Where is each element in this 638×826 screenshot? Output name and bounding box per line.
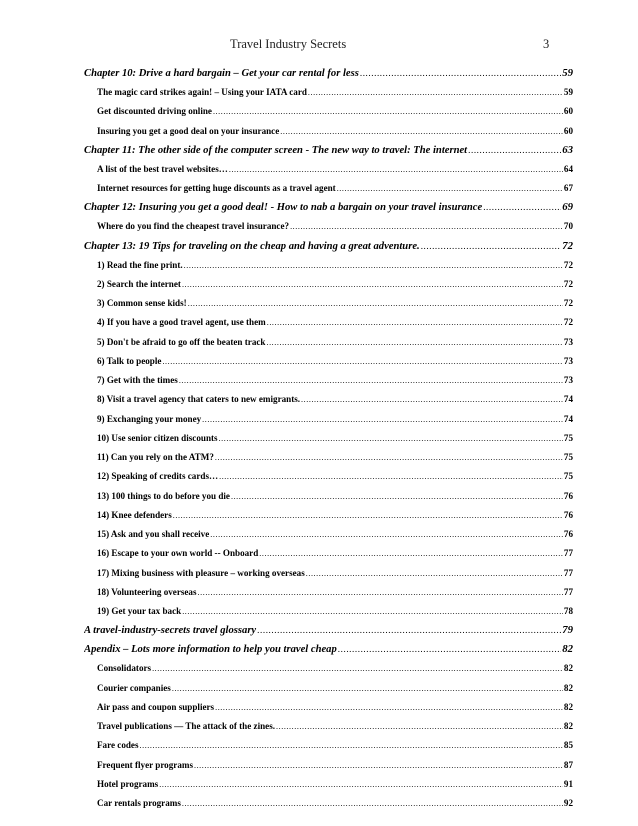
toc-entry-label: 14) Knee defenders [97,509,172,520]
toc-entry-page: 72 [563,259,573,270]
toc-entry-page: 87 [563,759,573,770]
toc-leader-dots [229,160,563,179]
toc-entry-label: Apendix – Lots more information to help you travel cheap [84,644,337,656]
toc-entry-label: Chapter 12: Insuring you get a good deal! - How to nab a bargain on your travel insurance [84,202,483,214]
toc-leader-dots [301,390,563,409]
toc-leader-dots [290,217,563,236]
toc-section-entry[interactable] [84,487,573,506]
toc-entry-page: 60 [563,125,573,136]
header-title: Travel Industry Secrets [230,37,347,51]
toc-entry-page: 72 [563,278,573,289]
toc-entry-label: 8) Visit a travel agency that caters to new emigrants. [97,394,301,405]
toc-entry-page: 59 [562,67,573,79]
toc-entry-page: 85 [563,740,573,751]
toc-entry-label: Chapter 10: Drive a hard bargain – Get your car rental for less [84,68,359,79]
toc-entry-label: Frequent flyer programs [97,759,193,770]
toc-entry-label: 13) 100 things to do before you die [97,490,230,501]
toc-section-entry[interactable] [84,583,573,602]
toc-leader-dots [202,410,563,429]
toc-chapter-entry[interactable] [84,640,573,659]
toc-section-entry[interactable] [84,564,573,583]
toc-entry-page: 92 [563,798,573,808]
toc-leader-dots [338,640,561,659]
toc-entry-page: 78 [563,606,573,616]
toc-entry-label: Chapter 11: The other side of the computer screen - The new way to travel: The internet [84,144,468,156]
toc-leader-dots [172,679,563,698]
header-page-number: 3 [543,37,550,51]
toc-leader-dots [215,698,563,717]
toc-leader-dots [421,237,562,256]
toc-section-entry[interactable] [84,525,573,544]
toc-entry-label: 7) Get with the times [97,375,178,385]
toc-chapter-entry[interactable] [84,64,573,83]
toc-section-entry[interactable] [84,506,573,525]
toc-section-entry[interactable] [84,756,573,775]
toc-leader-dots [198,583,563,602]
toc-entry-page: 59 [563,87,573,97]
toc-leader-dots [257,621,561,640]
toc-entry-label: Car rentals programs [97,798,181,808]
toc-entry-label: 3) Common sense kids! [97,298,187,308]
toc-leader-dots [337,179,563,198]
toc-entry-label: 17) Mixing business with pleasure – working overseas [97,567,305,578]
toc-leader-dots [188,294,563,313]
toc-leader-dots [280,122,563,141]
page-header [0,37,638,53]
toc-chapter-entry[interactable] [84,237,573,256]
toc-leader-dots [360,64,561,83]
toc-leader-dots [194,756,563,775]
toc-leader-dots [266,333,562,352]
toc-leader-dots [210,525,563,544]
toc-entry-label: 15) Ask and you shall receive [97,529,210,539]
toc-section-entry[interactable] [84,179,573,198]
toc-section-entry[interactable] [84,448,573,467]
toc-leader-dots [159,775,563,794]
toc-entry-label: 1) Read the fine print. [97,259,183,270]
toc-entry-label: Internet resources for getting huge discounts as a travel agent [97,183,336,193]
toc-leader-dots [140,736,563,755]
toc-entry-page: 91 [563,778,573,789]
toc-leader-dots [267,313,563,332]
toc-section-entry[interactable] [84,217,573,236]
toc-entry-page: 73 [563,375,573,385]
toc-leader-dots [213,102,563,121]
toc-leader-dots [182,794,563,813]
toc-entry-label: 6) Talk to people [97,355,162,366]
toc-leader-dots [308,83,563,102]
toc-entry-label: The magic card strikes again! – Using your IATA card [97,87,307,97]
toc-leader-dots [231,487,563,506]
toc-entry-page: 76 [563,529,573,539]
toc-entry-label: 4) If you have a good travel agent, use them [97,317,266,328]
toc-entry-page: 77 [563,567,573,578]
toc-entry-page: 77 [563,548,573,559]
toc-entry-page: 73 [563,355,573,366]
toc-chapter-entry[interactable] [84,141,573,160]
toc-leader-dots [276,717,563,736]
toc-entry-page: 74 [563,394,573,405]
toc-section-entry[interactable] [84,544,573,563]
toc-section-entry[interactable] [84,102,573,121]
toc-leader-dots [182,602,563,621]
toc-section-entry[interactable] [84,333,573,352]
toc-entry-label: Fare codes [97,740,139,751]
toc-section-entry[interactable] [84,390,573,409]
toc-section-entry[interactable] [84,256,573,275]
toc-section-entry[interactable] [84,717,573,736]
toc-entry-label: Hotel programs [97,778,159,789]
toc-entry-label: 9) Exchanging your money [97,413,202,424]
toc-entry-page: 72 [562,239,573,252]
toc-entry-page: 64 [563,163,573,174]
toc-section-entry[interactable] [84,160,573,179]
toc-section-entry[interactable] [84,659,573,678]
toc-entry-label: 18) Volunteering overseas [97,586,197,597]
toc-leader-dots [179,371,563,390]
toc-entry-page: 82 [562,643,573,656]
toc-entry-label: 11) Can you rely on the ATM? [97,452,214,462]
toc-leader-dots [468,141,561,160]
toc-section-entry[interactable] [84,736,573,755]
toc-leader-dots [259,544,563,563]
toc-leader-dots [173,506,563,525]
toc-entry-label: Air pass and coupon suppliers [97,701,215,712]
toc-section-entry[interactable] [84,313,573,332]
toc-section-entry[interactable] [84,467,573,486]
toc-entry-label: A travel-industry-secrets travel glossary [84,625,257,637]
toc-chapter-entry[interactable] [84,198,573,217]
toc-entry-page: 77 [563,586,573,597]
toc-entry-label: Travel publications — The attack of the zines. [97,721,276,731]
toc-section-entry[interactable] [84,294,573,313]
toc-leader-dots [306,564,563,583]
toc-entry-page: 70 [563,221,573,232]
toc-entry-page: 82 [563,682,573,693]
toc-entry-page: 76 [563,490,573,501]
toc-leader-dots [483,198,561,217]
toc-leader-dots [182,275,563,294]
toc-section-entry[interactable] [84,698,573,717]
toc-section-entry[interactable] [84,602,573,621]
table-of-contents [84,64,573,813]
toc-entry-label: 19) Get your tax back [97,606,182,616]
toc-section-entry[interactable] [84,679,573,698]
toc-entry-label: Get discounted driving online [97,106,212,117]
toc-entry-page: 82 [563,663,573,674]
toc-chapter-entry[interactable] [84,621,573,640]
toc-leader-dots [219,429,563,448]
toc-entry-label: 2) Search the internet [97,278,181,289]
toc-entry-page: 72 [563,298,573,308]
toc-entry-page: 75 [563,432,573,443]
toc-entry-label: Insuring you get a good deal on your insurance [97,125,280,136]
toc-section-entry[interactable] [84,410,573,429]
toc-entry-label: 5) Don't be afraid to go off the beaten track [97,336,266,347]
toc-section-entry[interactable] [84,794,573,813]
toc-entry-label: Chapter 13: 19 Tips for traveling on the cheap and having a great adventure. [84,240,420,252]
toc-section-entry[interactable] [84,275,573,294]
toc-entry-label: 12) Speaking of credits cards… [97,471,219,482]
toc-entry-page: 82 [563,701,573,712]
toc-entry-page: 67 [563,183,573,193]
toc-leader-dots [152,659,563,678]
toc-entry-label: 10) Use senior citizen discounts [97,432,218,443]
toc-entry-page: 74 [563,413,573,424]
toc-section-entry[interactable] [84,429,573,448]
toc-entry-page: 75 [563,452,573,462]
toc-leader-dots [162,352,562,371]
toc-entry-page: 69 [562,201,573,214]
toc-entry-page: 73 [563,336,573,347]
toc-entry-page: 63 [562,143,573,156]
toc-entry-label: Where do you find the cheapest travel insurance? [97,221,290,232]
toc-section-entry[interactable] [84,122,573,141]
toc-entry-label: Consolidators [97,663,152,674]
toc-leader-dots [219,467,563,486]
toc-entry-page: 79 [562,624,573,637]
toc-entry-label: 16) Escape to your own world -- Onboard [97,548,259,559]
toc-entry-page: 72 [563,317,573,328]
toc-section-entry[interactable] [84,83,573,102]
toc-leader-dots [184,256,563,275]
toc-entry-label: A list of the best travel websites… [97,163,228,174]
toc-entry-page: 75 [563,471,573,482]
toc-section-entry[interactable] [84,371,573,390]
toc-entry-page: 60 [563,106,573,117]
toc-entry-page: 82 [563,721,573,731]
toc-entry-label: Courier companies [97,682,171,693]
toc-section-entry[interactable] [84,775,573,794]
toc-section-entry[interactable] [84,352,573,371]
toc-leader-dots [215,448,563,467]
toc-entry-page: 76 [563,509,573,520]
